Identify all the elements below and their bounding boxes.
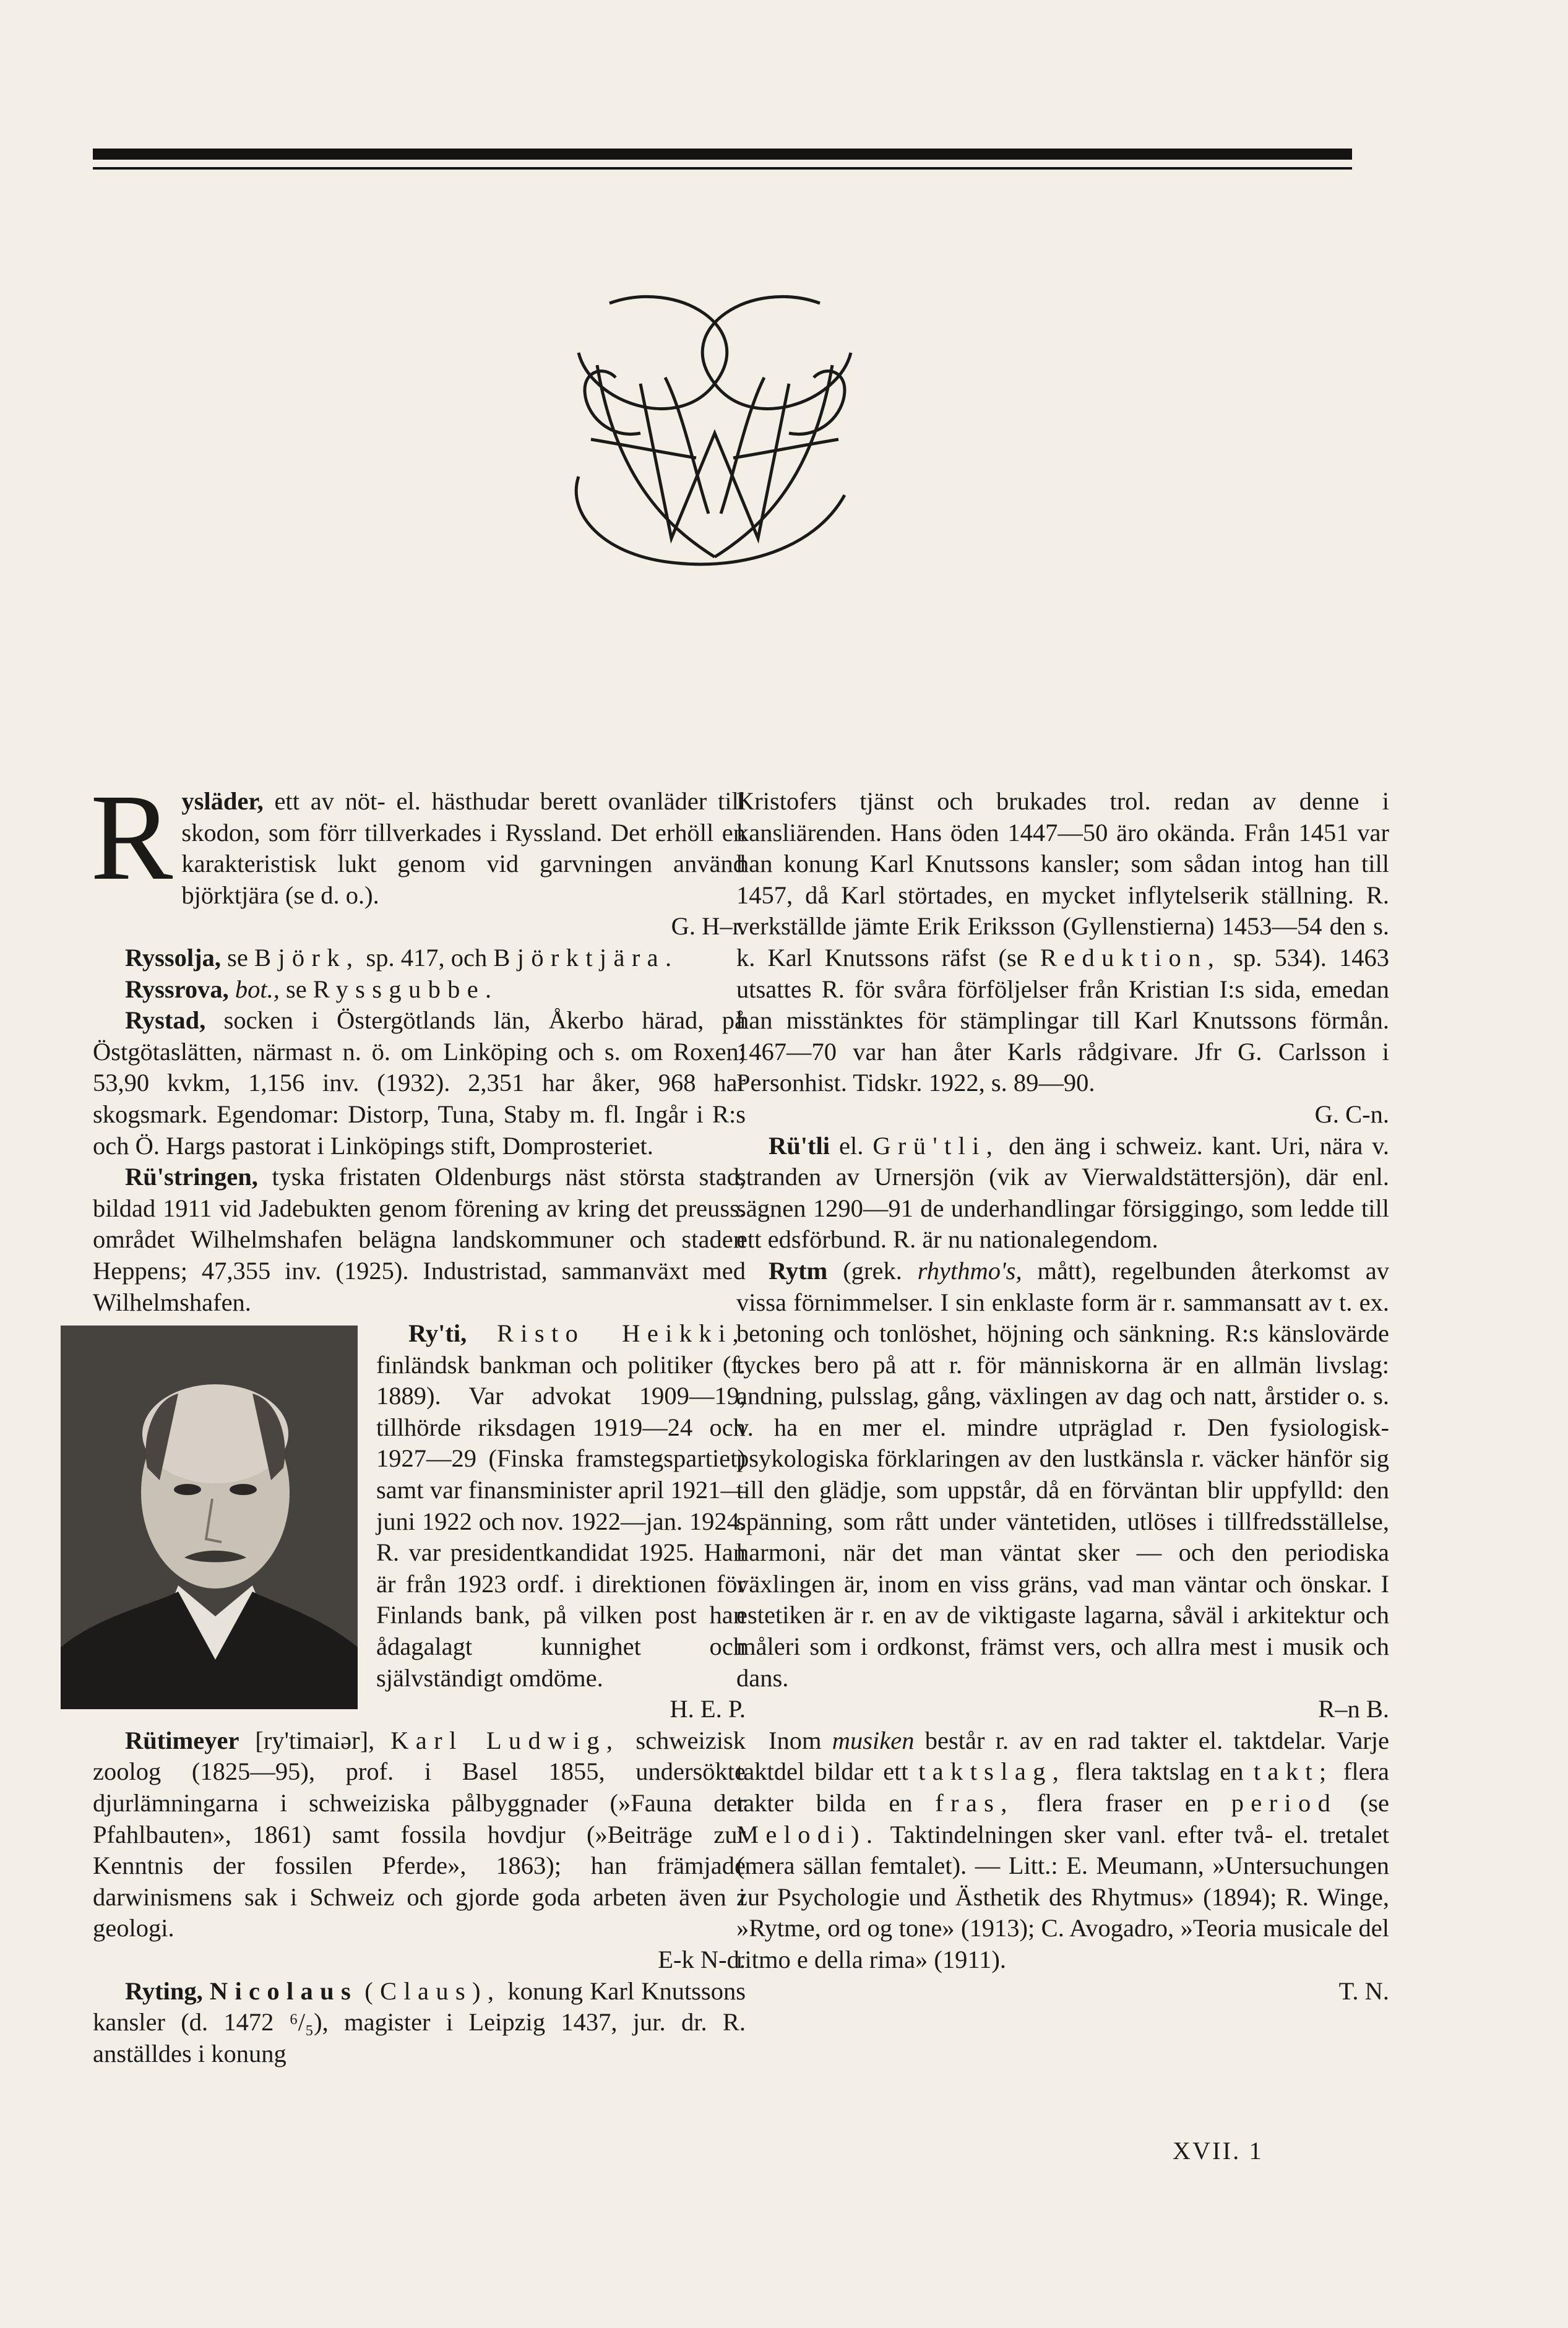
cross-reference: Reduktion, — [1040, 943, 1221, 972]
entry-ryti — [93, 1318, 746, 1725]
entry-ryting — [93, 1976, 746, 2070]
header-rule-thick — [93, 149, 1352, 160]
cross-reference: Björktjära. — [493, 943, 679, 972]
cross-reference: fras, — [935, 1789, 1014, 1817]
author-signature: E-k N-d. — [658, 1945, 746, 1973]
entry-ryssolja: Ryssolja, se Björk, sp. 417, och Björktjära. — [125, 943, 679, 972]
entry-text: schweizisk zoolog (1825—95), prof. i Basel 1855, undersökte djurlämningarna i schweiziska pålbyggnader (»Fauna der Pfahlbauten», 1861) samt fossila hovdjur (»Beiträge zur Kenntnis der fossilen Pferde», 1863); han främjade darwinismens sak i Schweiz och gjorde goda arbeten även i geologi. — [93, 1726, 746, 1942]
entry-headword: Ry'ti, — [408, 1319, 467, 1348]
entry-headword: Ryssrova, — [125, 975, 229, 1003]
drop-cap: R — [90, 769, 173, 906]
entry-headword: Rystad, — [125, 1006, 206, 1035]
left-column — [90, 769, 746, 2069]
author-signature: T. N. — [1338, 1977, 1389, 2005]
person-name: Risto Heikki, — [496, 1319, 746, 1348]
cross-reference: Björk, — [254, 943, 360, 972]
entry-headword: Ryting, — [125, 1977, 203, 2005]
entry-rystad — [93, 1005, 746, 1162]
person-name: Nicolaus — [209, 1977, 358, 2005]
entry-headword: Rü'tli — [769, 1131, 830, 1160]
entry-rutimeyer — [93, 1725, 746, 1976]
entry-text: sp. 534). 1463 utsattes R. för svåra förföljelser från Kristian I:s sida, emedan han misstänktes för stämplingar till Karl Knutssons förmån. 1467—70 var han åter Karls rådgivare. Jfr G. Carlsson i Personhist. Tidskr. 1922, s. 89—90. — [736, 943, 1390, 1097]
entry-text: den äng i schweiz. kant. Uri, nära v. stranden av Urnersjön (vik av Vierwaldstättersjön), där enl. sägnen 1290—91 de underhandlingar försiggingo, som ledde till ett edsförbund. R. är nu nationalegendom. — [736, 1131, 1390, 1254]
entry-text: konung Karl Knutssons kansler (d. 1472 ⁶/₅), magister i Leipzig 1437, jur. dr. R. anställdes i konung — [93, 1977, 746, 2067]
cross-reference: Ryssgubbe. — [312, 975, 499, 1003]
entry-ryssrova: Ryssrova, bot., se Ryssgubbe. — [125, 975, 499, 1003]
entry-ryting-continued — [736, 786, 1389, 1131]
signature-mark: XVII. 1 — [1173, 2137, 1264, 2165]
author-signature: G. C-n. — [1314, 1100, 1389, 1128]
cross-reference: taktslag, — [918, 1757, 1066, 1786]
entry-text: finländsk bankman och politiker (f. 1889). Var advokat 1909—19, tillhörde riksdagen 1919—24 och 1927—29 (Finska framstegspartiet) samt var finansminister april 1921—juni 1922 och nov. 1922—jan. 1924. R. var presidentkandidat 1925. Han är från 1923 ordf. i direktionen för Finlands bank, på vilken post han ådagalagt kunnighet och självständigt omdöme. — [376, 1350, 746, 1692]
entry-headword: Rü'stringen, — [125, 1163, 258, 1191]
pronunciation: [ry'timaiər], — [255, 1726, 375, 1754]
entry-headword: Rütimeyer — [125, 1726, 239, 1754]
entry-headword: Ryssolja, — [125, 943, 221, 972]
entry-text: ett av nöt- el. hästhudar berett ovanläder till skodon, som förr tillverkades i Ryssland. Det erhöll en karakteristisk lukt genom vid garvningen använd björktjära (se d. o.). — [181, 787, 746, 909]
entry-rutli: Rü'tli el. Grü'tli, den äng i schweiz. kant. Uri, nära v. stranden av Urnersjön (vik av Vierwaldstättersjön), där enl. sägnen 1290—91 de underhandlingar försiggingo, som ledde till ett edsförbund. R. är nu nationalegendom. — [736, 1131, 1390, 1254]
author-signature: G. H–r. — [671, 912, 746, 941]
author-signature: H. E. P. — [670, 1695, 746, 1723]
entry-text: socken i Östergötlands län, Åkerbo härad, på Östgötaslätten, närmast n. ö. om Linköping och s. om Roxen; 53,90 kvkm, 1,156 inv. (1932). 2,351 har åker, 968 har skogsmark. Egendomar: Distorp, Tuna, Staby m. fl. Ingår i R:s och Ö. Hargs pastorat i Linköpings stift, Domprosteriet. — [93, 1006, 746, 1160]
entry-rytm: Rytm (grek. rhythmo's, mått), regelbunden återkomst av vissa förnimmelser. I sin enklaste form är r. sammansatt av t. ex. betoning och tonlöshet, höjning och sänkning. R:s känslovärde tyckes bero på att r. för människorna är en allmän livslag: andning, pulsslag, gång, växlingen av dag och natt, årstider o. s. v. ha en mer el. mindre utpräglad r. Den fysiologisk-psykologiska förklaringen av den lustkänsla r. väcker hänför sig till den glädje, som uppstår, då en förväntan blir uppfylld: den spänning, som rått under väntetiden, utlöses i tillfredsställelse, harmoni, när det man väntat sker — och den periodiska växlingen är, inom en viss gräns, vad man väntar och önskar. I estetiken är r. en av de viktigaste lagarna, såväl i arkitektur och måleri som i ordkonst, främst vers, och allra mest i musik och dans. R–n B. — [736, 1256, 1389, 1725]
author-signature: R–n B. — [1318, 1695, 1389, 1723]
cross-reference: takt; — [1253, 1757, 1333, 1786]
portrait-photo — [61, 1326, 358, 1709]
monogram-ornament — [554, 291, 876, 582]
cross-reference: period — [1231, 1789, 1338, 1817]
entry-text: mått), regelbunden återkomst av vissa förnimmelser. I sin enklaste form är r. sammansatt av t. ex. betoning och tonlöshet, höjning och sänkning. R:s känslovärde tyckes bero på att r. för människorna är en allmän livslag: andning, pulsslag, gång, växlingen av dag och natt, årstider o. s. v. ha en mer el. mindre utpräglad r. Den fysiologisk-psykologiska förklaringen av den lustkänsla r. väcker hänför sig till den glädje, som uppstår, då en förväntan blir uppfylld: den spänning, som rått under väntetiden, utlöses i tillfredsställelse, harmoni, när det man väntat sker — och den periodiska växlingen är, inom en viss gräns, vad man väntar och önskar. I estetiken är r. en av de viktigaste lagarna, såväl i arkitektur och måleri som i ordkonst, främst vers, och allra mest i musik och dans. — [736, 1256, 1390, 1692]
cross-reference: Melodi). — [736, 1820, 880, 1848]
person-name: Karl Ludwig, — [390, 1726, 620, 1754]
entry-ryssläder — [90, 769, 746, 942]
entry-rytm-music: Inom musiken består r. av en rad takter el. taktdelar. Varje taktdel bildar ett taktslag, flera taktslag en takt; flera takter bilda en fras, flera fraser en period (se Melodi). Taktindelningen sker vanl. efter två- el. tretalet (mera sällan femtalet). — Litt.: E. Meumann, »Untersuchungen zur Psychologie und Ästhetik des Rhytmus» (1894); R. Winge, »Rytme, ord og tone» (1913); C. Avogadro, »Teoria musicale del ritmo e della rima» (1911). T. N. — [736, 1725, 1389, 2007]
entry-headword: ysläder, — [181, 787, 264, 815]
right-column — [736, 786, 1389, 2007]
entry-text: Kristofers tjänst och brukades trol. redan av denne i kansliärenden. Hans öden 1447—50 äro okända. Från 1451 var han konung Karl Knutssons kansler; som sådan intog han till 1457, då Karl störtades, en mycket inflytelserik ställning. R. verkställde jämte Erik Eriksson (Gyllenstierna) 1453—54 den s. k. Karl Knutssons räfst (se — [736, 787, 1389, 972]
header-rule-thin — [93, 167, 1352, 170]
entry-headword: Rytm — [769, 1256, 828, 1285]
entry-text: Taktindelningen sker vanl. efter två- el. tretalet (mera sällan femtalet). — Litt.: E. Meumann, »Untersuchungen zur Psychologie und Ästhetik des Rhytmus» (1894); R. Winge, »Rytme, ord og tone» (1913); C. Avogadro, »Teoria musicale del ritmo e della rima» (1911). — [736, 1820, 1390, 1973]
entry-text: tyska fristaten Oldenburgs näst största stad, bildad 1911 vid Jadebukten genom förening av kring det preuss. området Wilhelmshafen belägna landskommuner och staden Heppens; 47,355 inv. (1925). Industristad, sammanväxt med Wilhelmshafen. — [93, 1163, 746, 1316]
cross-reference: Grü'tli, — [872, 1131, 1000, 1160]
entry-rustringen — [93, 1162, 746, 1318]
person-name-alt: (Claus), — [364, 1977, 501, 2005]
